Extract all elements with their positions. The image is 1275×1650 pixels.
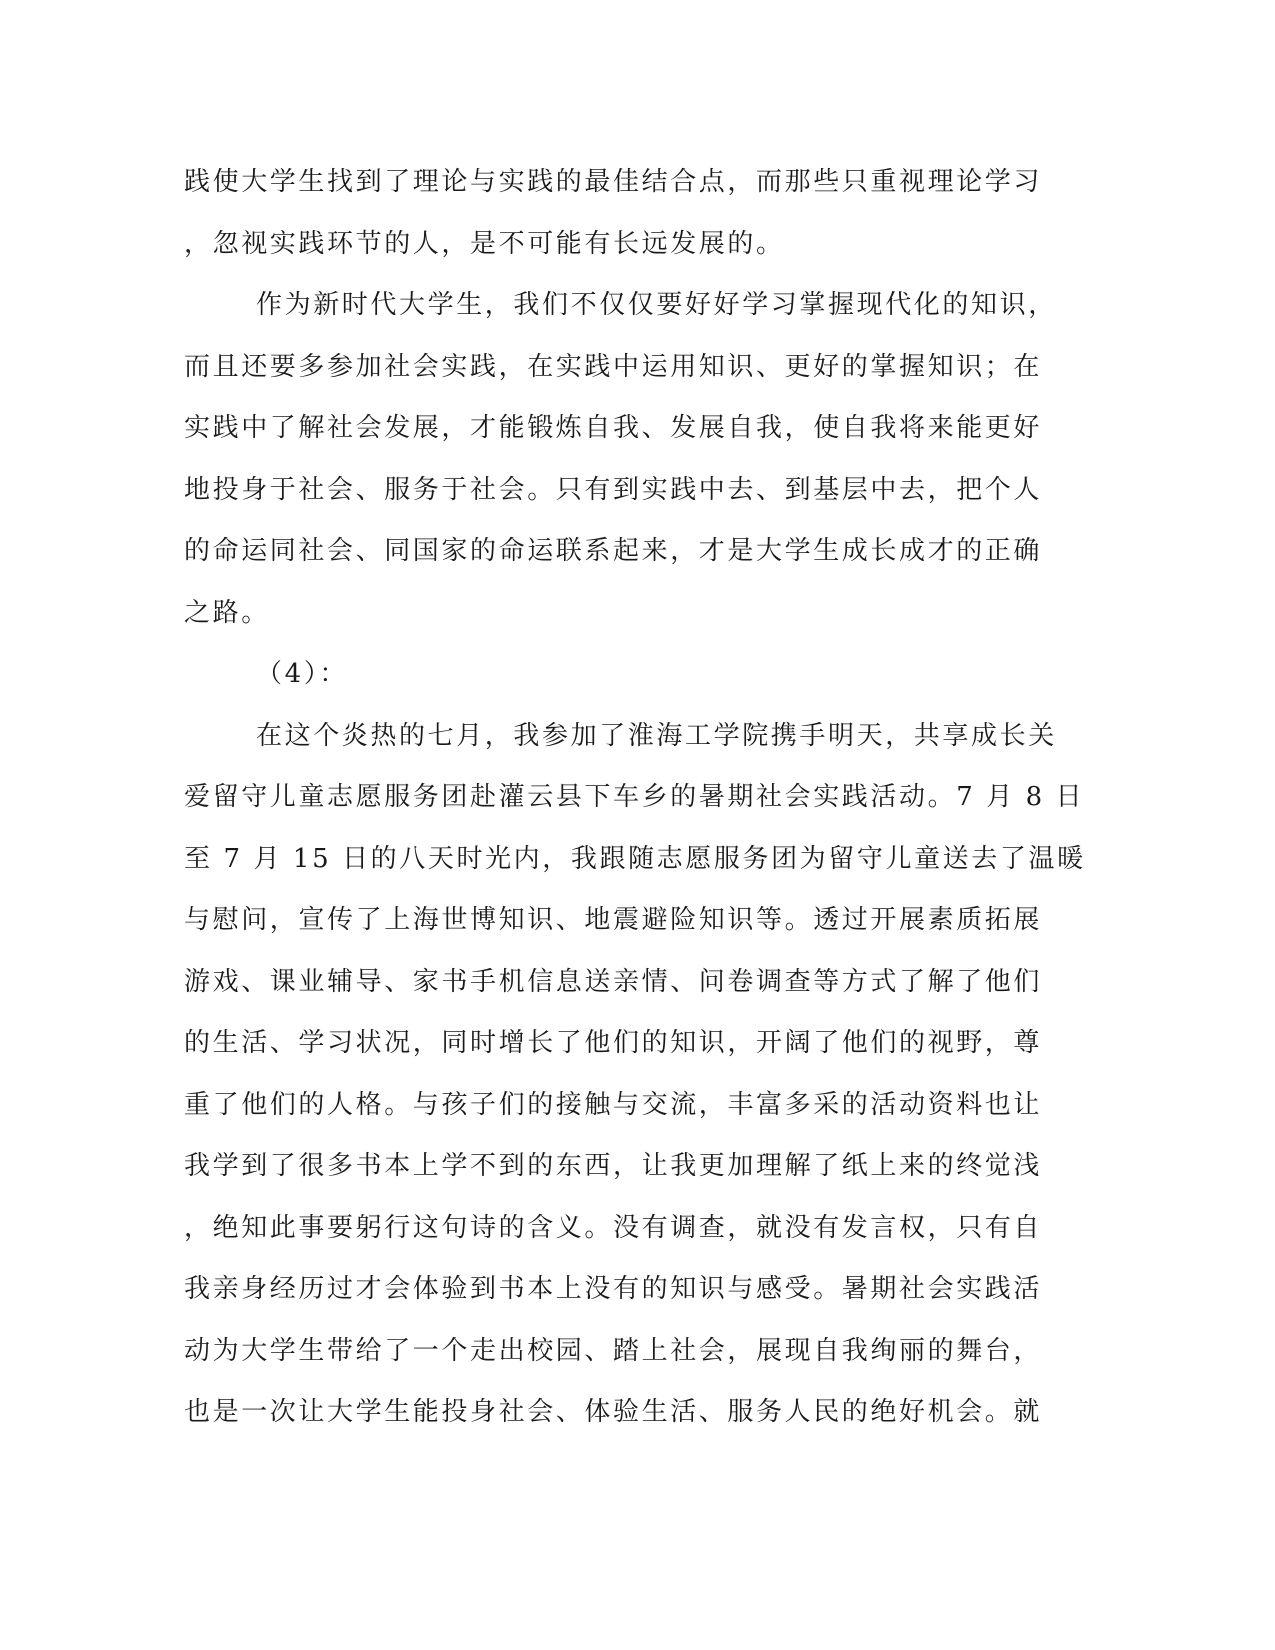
text-line: ，忽视实践环节的人，是不可能有长远发展的。 [184, 228, 785, 259]
text-line: 重了他们的人格。与孩子们的接触与交流，丰富多采的活动资料也让 [184, 1089, 1043, 1120]
paragraph-first-line: 在这个炎热的七月，我参加了淮海工学院携手明天，共享成长关 [256, 720, 1057, 751]
text-line: 至 7 月 15 日的八天时光内，我跟随志愿服务团为留守儿童送去了温暖 [184, 843, 1086, 874]
text-line: 的生活、学习状况，同时增长了他们的知识，开阔了他们的视野，尊 [184, 1028, 1043, 1058]
text-line: 的命运同社会、同国家的命运联系起来，才是大学生成长成才的正确 [184, 536, 1043, 566]
text-line: 游戏、课业辅导、家书手机信息送亲情、问卷调查等方式了解了他们 [184, 966, 1043, 997]
text-line: 我亲身经历过才会体验到书本上没有的知识与感受。暑期社会实践活 [184, 1274, 1043, 1304]
text-line: 动为大学生带给了一个走出校园、踏上社会，展现自我绚丽的舞台， [184, 1335, 1043, 1366]
text-line: 实践中了解社会发展，才能锻炼自我、发展自我，使自我将来能更好 [184, 413, 1043, 443]
text-line: 我学到了很多书本上学不到的东西，让我更加理解了纸上来的终觉浅 [184, 1151, 1043, 1181]
text-line: 也是一次让大学生能投身社会、体验生活、服务人民的绝好机会。就 [184, 1397, 1043, 1427]
paragraph-first-line: 作为新时代大学生，我们不仅仅要好好学习掌握现代化的知识， [256, 290, 1057, 320]
text-line: 而且还要多参加社会实践，在实践中运用知识、更好的掌握知识；在 [184, 351, 1043, 382]
text-line: 地投身于社会、服务于社会。只有到实践中去、到基层中去，把个人 [184, 474, 1043, 505]
section-heading: （4）： [256, 659, 348, 689]
text-line: 践使大学生找到了理论与实践的最佳结合点，而那些只重视理论学习 [184, 167, 1043, 197]
text-line: 之路。 [184, 597, 270, 628]
text-line: 与慰问，宣传了上海世博知识、地震避险知识等。透过开展素质拓展 [184, 905, 1043, 935]
document-body [184, 162, 1086, 1454]
text-line: ，绝知此事要躬行这句诗的含义。没有调查，就没有发言权，只有自 [184, 1212, 1043, 1243]
text-line: 爱留守儿童志愿服务团赴灌云县下车乡的暑期社会实践活动。7 月 8 日 [184, 782, 1085, 812]
